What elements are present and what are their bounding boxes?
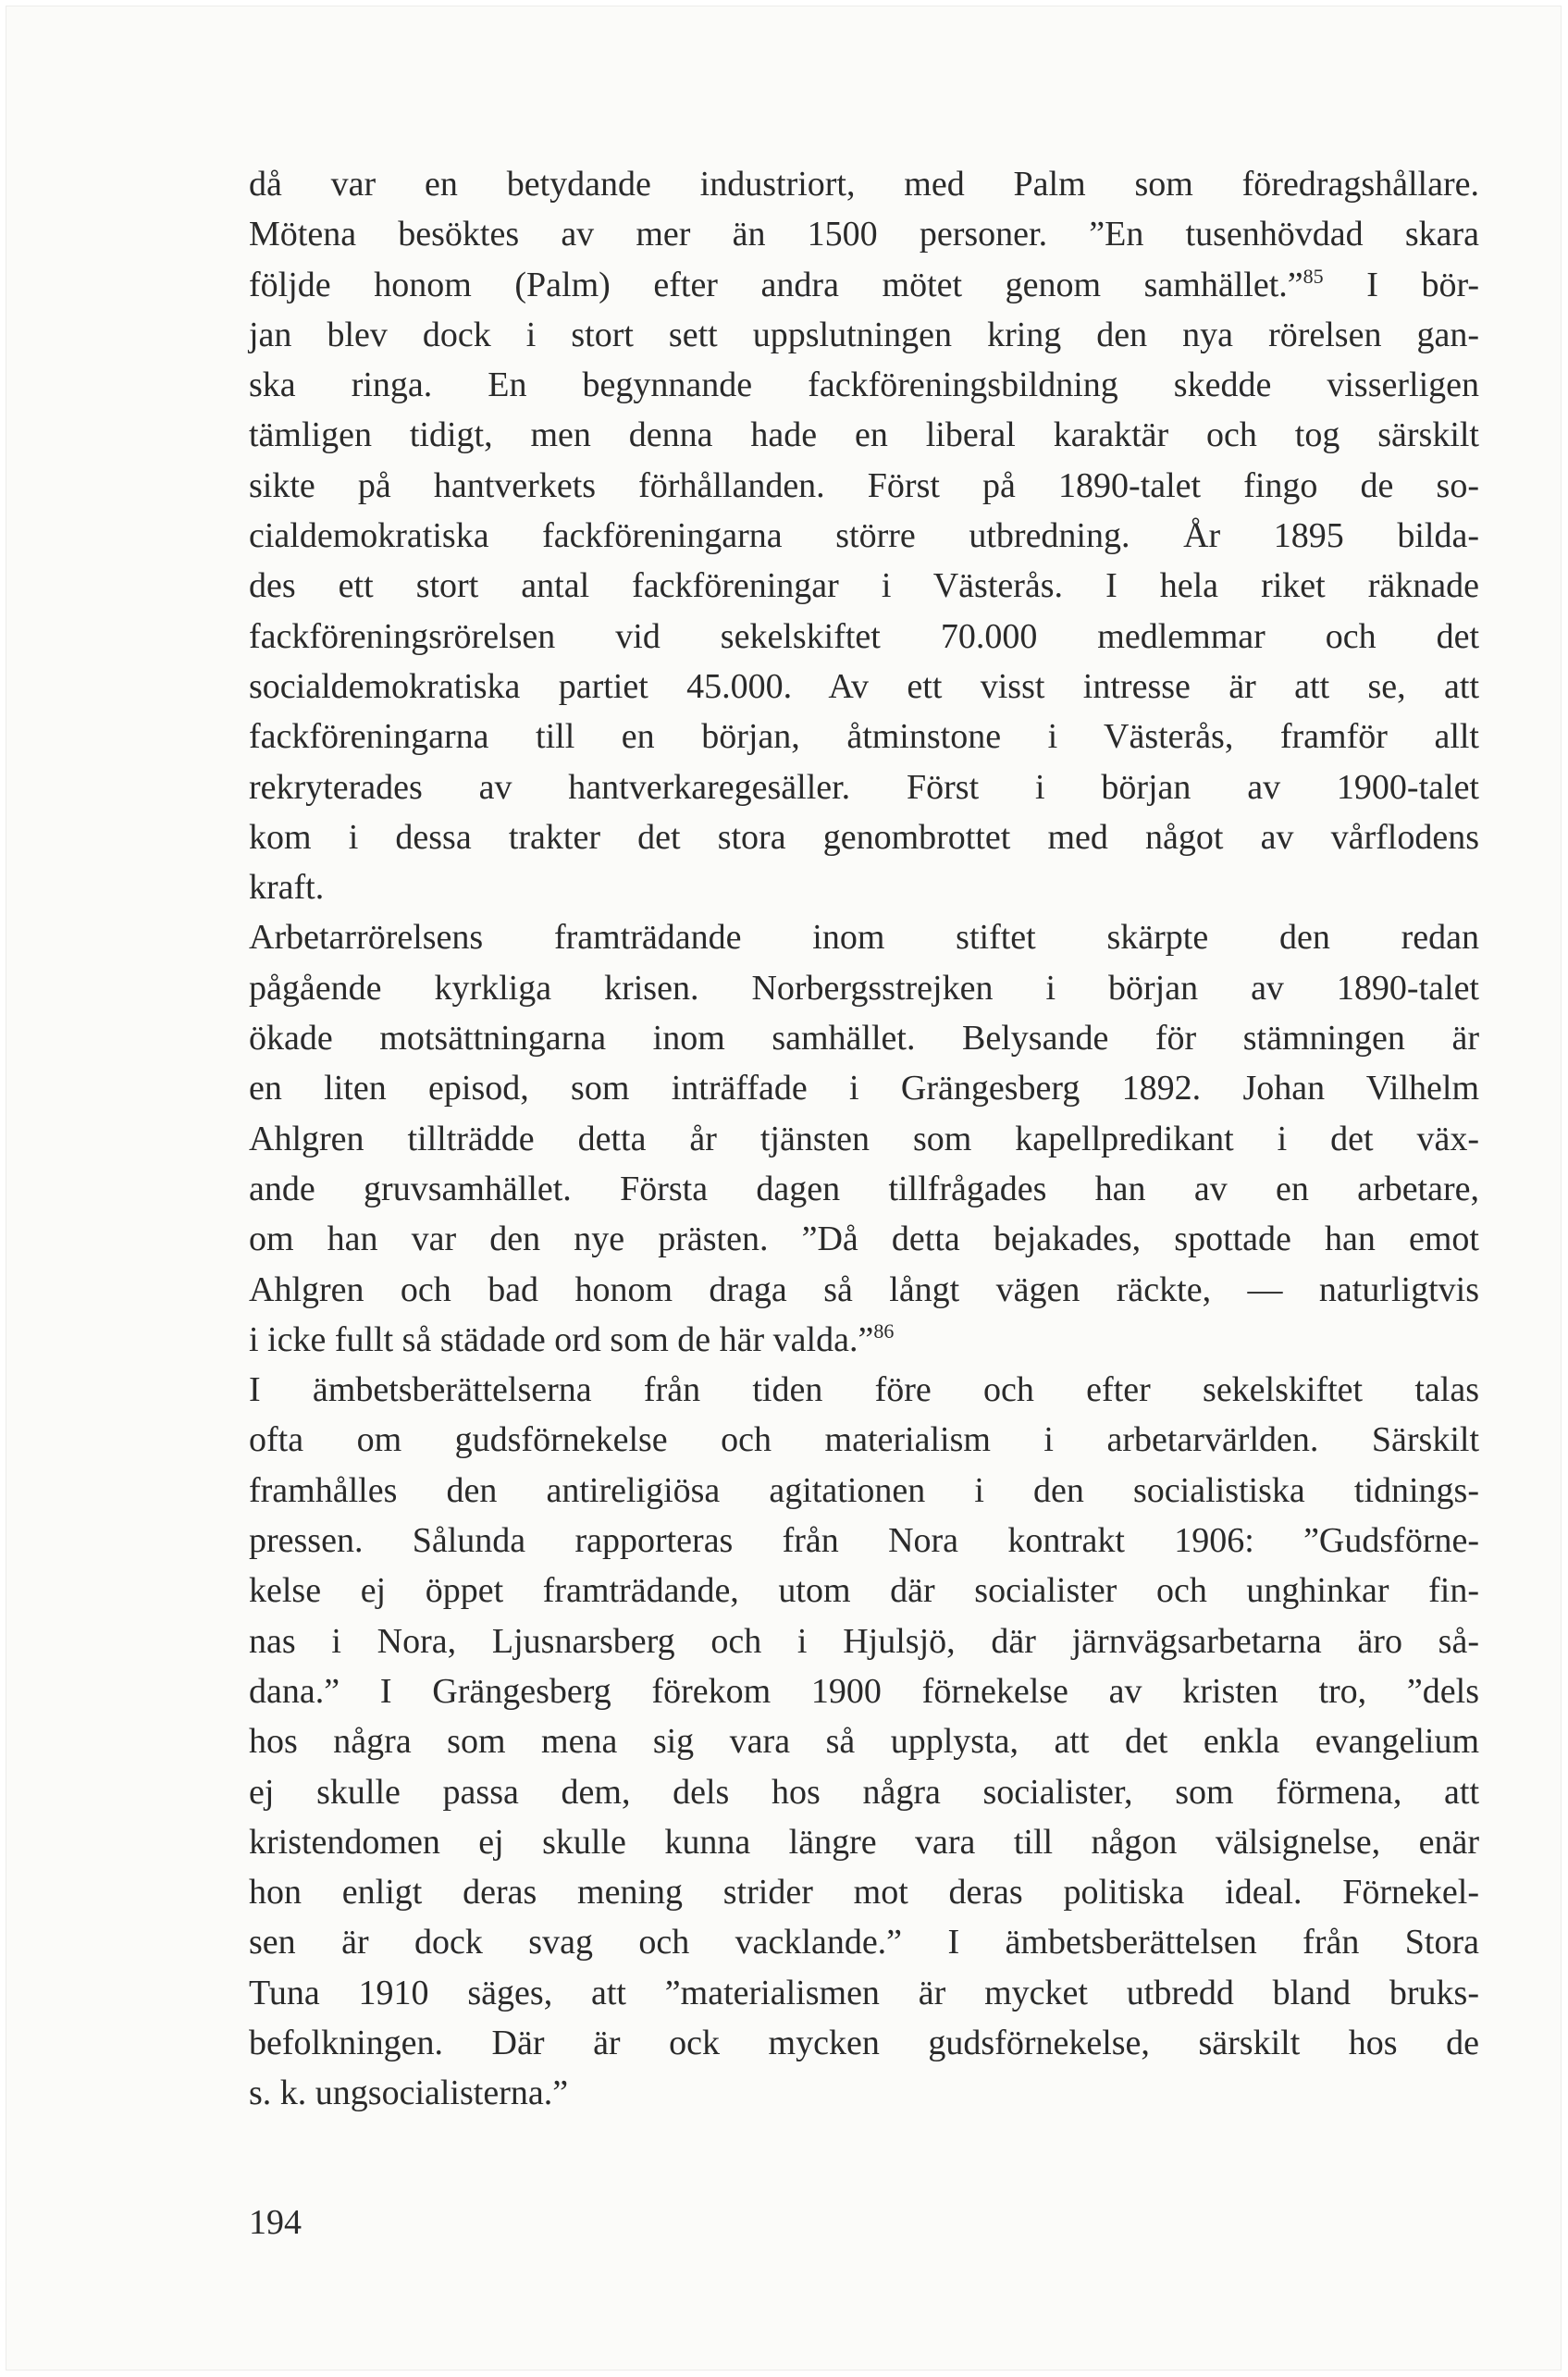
text-line: nas i Nora, Ljusnarsberg och i Hjulsjö, där järnvägsarbetarna äro så- <box>249 1621 1479 1661</box>
text-line: ej skulle passa dem, dels hos några socialister, som förmena, att <box>249 1772 1479 1812</box>
line-text: följde honom (Palm) efter andra mötet genom samhället.” <box>249 265 1303 304</box>
text-line: sen är dock svag och vacklande.” I ämbetsberättelsen från Stora <box>249 1923 1479 1962</box>
page-number: 194 <box>249 2203 302 2242</box>
text-line: Tuna 1910 säges, att ”materialismen är mycket utbredd bland bruks- <box>249 1973 1479 2012</box>
text-line: kelse ej öppet framträdande, utom där socialister och unghinkar fin- <box>249 1571 1479 1611</box>
text-line: Ahlgren och bad honom draga så långt vägen räckte, — naturligtvis <box>249 1269 1479 1309</box>
text-line: tämligen tidigt, men denna hade en liberal karaktär och tog särskilt <box>249 415 1479 455</box>
text-line: kom i dessa trakter det stora genombrottet med något av vårflodens <box>249 817 1479 857</box>
text-line: fackföreningarna till en början, åtminstone i Västerås, framför allt <box>249 717 1479 757</box>
text-line: dana.” I Grängesberg förekom 1900 förnekelse av kristen tro, ”dels <box>249 1671 1479 1711</box>
line-text: i icke fullt så städade ord som de här valda.” <box>249 1319 874 1359</box>
text-line: Ahlgren tillträdde detta år tjänsten som kapellpredikant i det väx- <box>249 1119 1479 1158</box>
paragraph <box>249 159 1479 912</box>
text-line: framhålles den antireligiösa agitationen i den socialistiska tidnings- <box>249 1470 1479 1510</box>
paragraph <box>249 1365 1479 2118</box>
text-line: hos några som mena sig vara så upplysta, att det enkla evangelium <box>249 1722 1479 1762</box>
text-line <box>249 1315 1479 1365</box>
text-line: pressen. Sålunda rapporteras från Nora kontrakt 1906: ”Gudsförne- <box>249 1521 1479 1561</box>
text-line: ökade motsättningarna inom samhället. Belysande för stämningen är <box>249 1019 1479 1059</box>
line-text-after-footnote: I bör- <box>1323 265 1479 304</box>
text-line: rekryterades av hantverkaregesäller. Först i början av 1900-talet <box>249 767 1479 807</box>
text-line: ande gruvsamhället. Första dagen tillfrågades han av en arbetare, <box>249 1169 1479 1208</box>
text-line: fackföreningsrörelsen vid sekelskiftet 70.000 medlemmar och det <box>249 616 1479 656</box>
text-line: ska ringa. En begynnande fackföreningsbildning skedde visserligen <box>249 365 1479 405</box>
footnote-reference: 86 <box>873 1318 895 1343</box>
text-line: en liten episod, som inträffade i Grängesberg 1892. Johan Vilhelm <box>249 1069 1479 1108</box>
text-line: då var en betydande industriort, med Palm som föredragshållare. <box>249 165 1479 204</box>
text-line: cialdemokratiska fackföreningarna större utbredning. År 1895 bilda- <box>249 516 1479 556</box>
text-line: jan blev dock i stort sett uppslutningen kring den nya rörelsen gan- <box>249 315 1479 354</box>
text-line: Mötena besöktes av mer än 1500 personer. ”En tusenhövdad skara <box>249 215 1479 254</box>
text-line: hon enligt deras mening strider mot deras politiska ideal. Förnekel- <box>249 1873 1479 1913</box>
paragraph <box>249 912 1479 1365</box>
text-line: Arbetarrörelsens framträdande inom stiftet skärpte den redan <box>249 918 1479 958</box>
text-line: s. k. ungsocialisterna.” <box>249 2074 569 2113</box>
book-page <box>6 6 1562 2371</box>
text-line <box>249 260 1479 310</box>
text-line: pågående kyrkliga krisen. Norbergsstrejken i början av 1890-talet <box>249 968 1479 1008</box>
text-line: sikte på hantverkets förhållanden. Först på 1890-talet fingo de so- <box>249 465 1479 505</box>
text-line: kraft. <box>249 868 325 908</box>
text-line: befolkningen. Där är ock mycken gudsförnekelse, särskilt hos de <box>249 2023 1479 2062</box>
text-line: kristendomen ej skulle kunna längre vara till någon välsignelse, enär <box>249 1822 1479 1862</box>
footnote-reference: 85 <box>1303 264 1324 288</box>
text-line: socialdemokratiska partiet 45.000. Av ett visst intresse är att se, att <box>249 666 1479 706</box>
text-line: des ett stort antal fackföreningar i Västerås. I hela riket räknade <box>249 566 1479 606</box>
text-line: I ämbetsberättelserna från tiden före och efter sekelskiftet talas <box>249 1370 1479 1410</box>
text-line: ofta om gudsförnekelse och materialism i arbetarvärlden. Särskilt <box>249 1420 1479 1460</box>
text-line: om han var den nye prästen. ”Då detta bejakades, spottade han emot <box>249 1219 1479 1259</box>
body-text <box>249 159 1479 2119</box>
